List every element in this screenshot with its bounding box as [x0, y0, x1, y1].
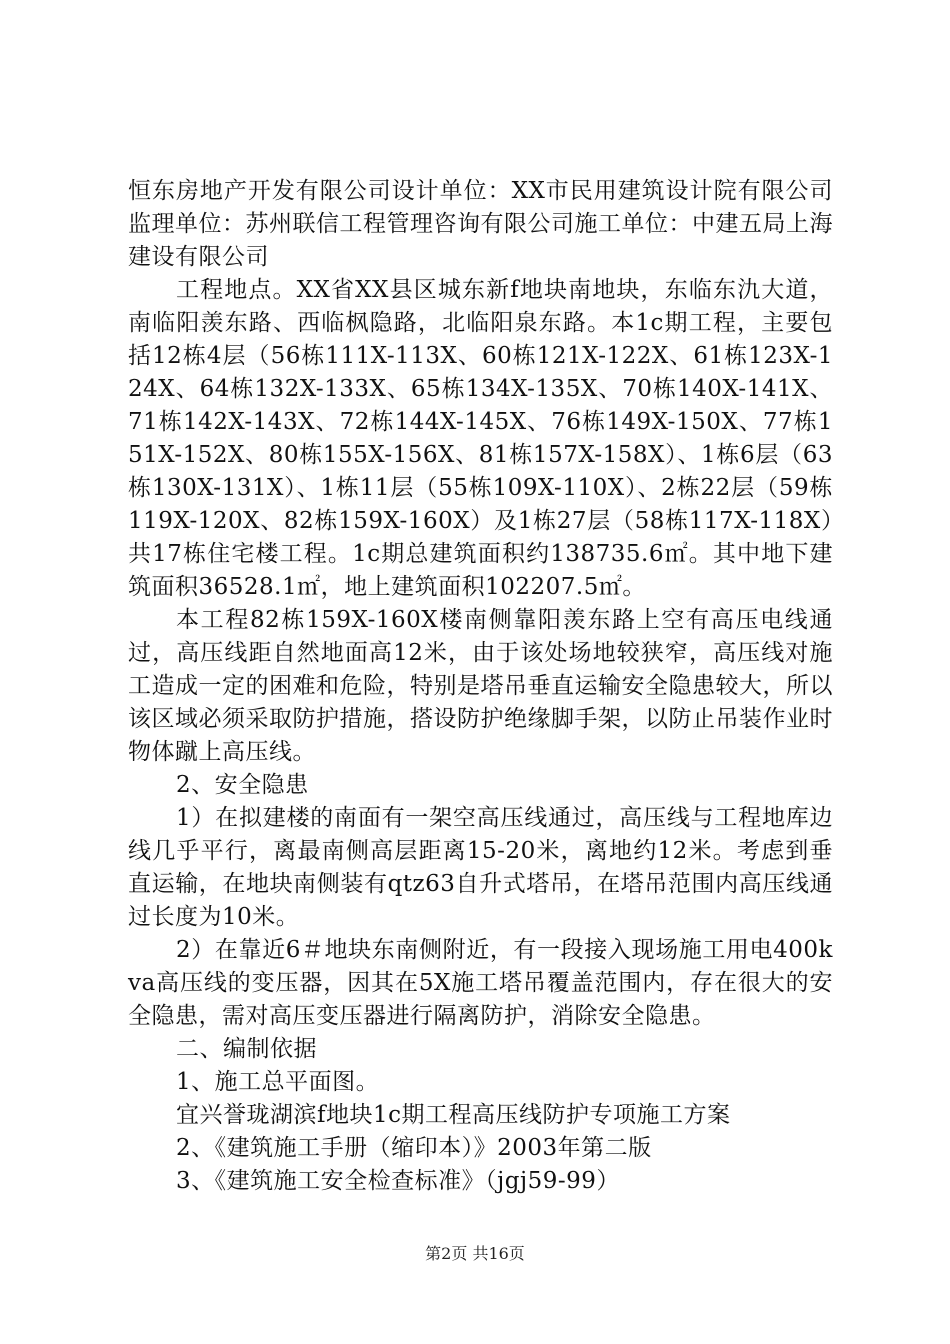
heading-safety-hazards: 2、安全隐患: [176, 772, 309, 798]
paragraph-plan-title: 宜兴誉珑湖滨f地块1c期工程高压线防护专项施工方案: [176, 1102, 731, 1128]
paragraph-hazard-1: 1）在拟建楼的南面有一架空高压线通过，高压线与工程地库边线几乎平行，离最南侧高层距离15-20米，离地约12米。考虑到垂直运输，在地块南侧装有qtz63自升式塔吊，在塔吊范围内高压线通过长度为10米。: [128, 805, 833, 930]
paragraph-project-location: 工程地点。XX省XX县区城东新f地块南地块，东临东氿大道，南临阳羡东路、西临枫隐路，北临阳泉东路。本1c期工程，主要包括12栋4层（56栋111X-113X、60栋121X-122X、61栋123X-124X、64栋132X-133X、65栋134X-135X、70栋140X-141X、71栋142X-143X、72栋144X-145X、76栋149X-150X、77栋151X-152X、80栋155X-156X、81栋157X-158X）、1栋6层（63栋130X-131X）、1栋11层（55栋109X-110X）、2栋22层（59栋119X-120X、82栋159X-160X）及1栋27层（58栋117X-118X）共17栋住宅楼工程。1c期总建筑面积约138735.6㎡。其中地下建筑面积36528.1㎡，地上建筑面积102207.5㎡。: [128, 277, 833, 600]
paragraph-high-voltage-line: 本工程82栋159X-160X楼南侧靠阳羡东路上空有高压电线通过，高压线距自然地面高12米，由于该处场地较狭窄，高压线对施工造成一定的困难和危险，特别是塔吊垂直运输安全隐患较大，所以该区域必须采取防护措施，搭设防护绝缘脚手架，以防止吊装作业时物体蹴上高压线。: [128, 607, 833, 765]
document-body: [128, 175, 833, 1198]
heading-compilation-basis: 二、编制依据: [176, 1036, 317, 1062]
list-item-basis-2: 2、《建筑施工手册（缩印本）》2003年第二版: [176, 1135, 652, 1161]
list-item-basis-1: 1、施工总平面图。: [176, 1069, 380, 1095]
paragraph-hazard-2: 2）在靠近6＃地块东南侧附近，有一段接入现场施工用电400kva高压线的变压器，因其在5X施工塔吊覆盖范围内，存在很大的安全隐患，需对高压变压器进行隔离防护，消除安全隐患。: [128, 937, 833, 1029]
list-item-basis-3: 3、《建筑施工安全检查标准》（jgj59-99）: [176, 1168, 620, 1194]
page-footer: 第2页 共16页: [425, 1244, 525, 1263]
paragraph-units: 恒东房地产开发有限公司设计单位：XX市民用建筑设计院有限公司监理单位：苏州联信工程管理咨询有限公司施工单位：中建五局上海建设有限公司: [128, 178, 833, 270]
